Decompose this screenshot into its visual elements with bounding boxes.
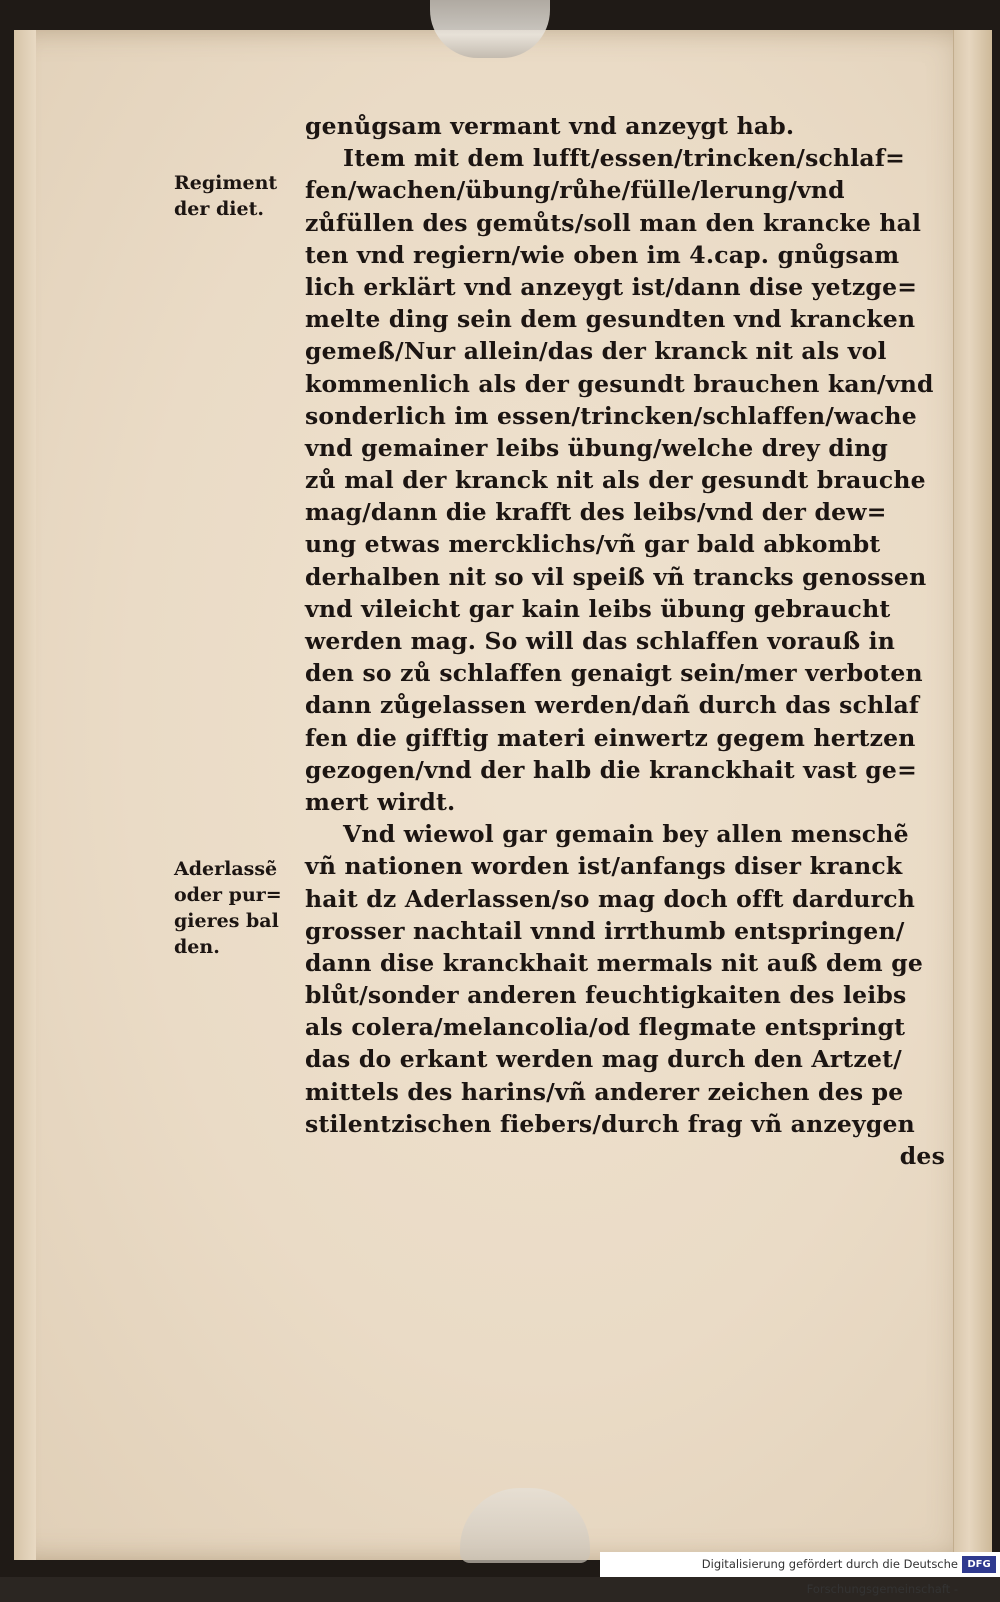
text-line: grosser nachtail vnnd irrthumb entspringen/: [305, 916, 905, 945]
text-line: zůfüllen des gemůts/soll man den krancke hal: [305, 208, 922, 237]
credit-text: Digitalisierung gefördert durch die Deutsche Forschungsgemeinschaft -: [701, 1557, 958, 1596]
text-line: mittels des harins/vñ anderer zeichen des pe: [305, 1077, 904, 1106]
text-line: als colera/melancolia/od flegmate entspringt: [305, 1013, 906, 1042]
text-line: derhalben nit so vil speiß vñ trancks genossen: [305, 562, 927, 591]
page-left-edge: [14, 30, 36, 1560]
main-text-block: [305, 110, 945, 1172]
text-line: fen die gifftig materi einwertz gegem hertzen: [305, 723, 916, 752]
text-line: werden mag. So will das schlaffen vorauß in: [305, 627, 896, 655]
text-line: fen/wachen/übung/růhe/fülle/lerung/vnd: [305, 176, 845, 205]
text-line: den so zů schlaffen genaigt sein/mer verboten: [305, 659, 923, 688]
text-line: hait dz Aderlassen/so mag doch offt dardurch: [305, 884, 916, 913]
text-line: mag/dann die krafft des leibs/vnd der dew=: [305, 498, 887, 527]
text-line: kommenlich als der gesundt brauchen kan/vnd: [305, 369, 934, 398]
text-line: mert wirdt.: [305, 787, 456, 816]
digitization-credit: [600, 1552, 1000, 1596]
text-line: melte ding sein dem gesundten vnd krancken: [305, 305, 916, 334]
text-line: stilentzischen fiebers/durch frag vñ anzeygen: [305, 1109, 915, 1138]
text-line: Item mit dem lufft/essen/trincken/schlaf=: [343, 144, 906, 173]
margin-note-aderlassen: Aderlassẽ oder pur= gieres bal den.: [174, 858, 282, 958]
text-line: sonderlich im essen/trincken/schlaffen/wache: [305, 401, 917, 430]
text-line: das do erkant werden mag durch den Artzet/: [305, 1045, 902, 1074]
dfg-logo: DFG: [962, 1556, 996, 1573]
text-line: dann dise kranckhait mermals nit auß dem ge: [305, 948, 924, 977]
text-line: ten vnd regiern/wie oben im 4.cap. gnůgsam: [305, 240, 900, 269]
text-line: gezogen/vnd der halb die kranckhait vast ge=: [305, 755, 917, 784]
text-line: ung etwas mercklichs/vñ gar bald abkombt: [305, 530, 881, 559]
text-line: vnd vileicht gar kain leibs übung gebraucht: [305, 594, 891, 623]
text-line: zů mal der kranck nit als der gesundt brauche: [305, 466, 926, 495]
text-line: blůt/sonder anderen feuchtigkaiten des leibs: [305, 981, 907, 1010]
text-line: dann zůgelassen werden/dañ durch das schlaf: [305, 691, 920, 720]
catchword: des: [899, 1142, 945, 1170]
page-right-edge: [953, 30, 992, 1560]
text-line: lich erklärt vnd anzeygt ist/dann dise yetzge=: [305, 272, 918, 301]
text-line: vnd gemainer leibs übung/welche drey ding: [305, 433, 889, 462]
text-line: vñ nationen worden ist/anfangs diser kranck: [305, 852, 903, 881]
text-line: genůgsam vermant vnd anzeygt hab.: [305, 112, 795, 140]
text-line: Vnd wiewol gar gemain bey allen menschẽ: [343, 820, 909, 849]
text-line: gemeß/Nur allein/das der kranck nit als vol: [305, 337, 887, 366]
margin-note-regiment: Regiment der diet.: [174, 172, 278, 220]
